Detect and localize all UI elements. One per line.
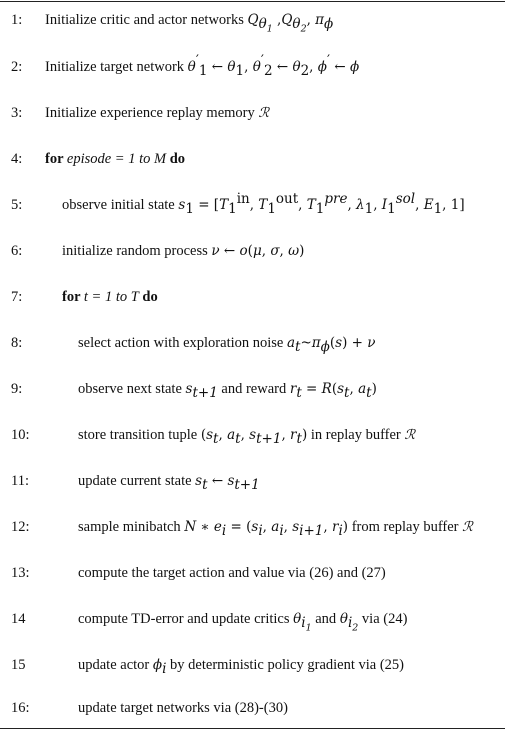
line-number: 9: (11, 381, 23, 397)
line-number: 7: (11, 289, 23, 305)
line-number: 3: (11, 105, 23, 121)
line-text: sample minibatch N ∗ $e_i = (s_i$, $a_i$, $s_{i+1}$, $r_i$) from replay buffer ℛ (78, 519, 473, 539)
line-text: update current state $s_t$ ← $s_{t+1}$ (78, 473, 260, 493)
line-number: 2: (11, 59, 23, 75)
algorithm-line (0, 285, 505, 309)
line-number: 16: (11, 700, 30, 716)
line-number: 1: (11, 12, 23, 28)
algorithm-line (0, 696, 505, 720)
algorithm-line (0, 515, 505, 539)
algorithm-line (0, 101, 505, 125)
algorithm-line (0, 55, 505, 79)
algorithm-line (0, 8, 505, 35)
line-text: Initialize target network $\theta'_1$ ← $\theta_1$, $\theta'_2$ ← $\theta_2$, ϕ′ ← ϕ (45, 53, 360, 79)
algorithm-line (0, 331, 505, 355)
algorithm-line (0, 561, 505, 585)
line-number: 15 (11, 657, 26, 673)
line-text: select action with exploration noise $a_t\sim\pi_\phi(s) + \nu$ (78, 335, 376, 355)
line-text: Initialize experience replay memory ℛ (45, 105, 270, 121)
line-text: for t = 1 to T do (62, 289, 158, 305)
line-number: 6: (11, 243, 23, 259)
line-text: observe next state $s_{t+1}$ and reward $r_t = R(s_t$, $a_t$) (78, 381, 377, 401)
line-text: update actor $\phi_i$ by deterministic policy gradient via (25) (78, 657, 404, 677)
line-text: Initialize critic and actor networks $Q_{\theta_1}$ $,Q_{\theta_2}$, $\pi_\phi$ (45, 12, 334, 35)
line-number: 12: (11, 519, 30, 535)
line-text: for episode = 1 to M do (45, 151, 186, 167)
line-number: 13: (11, 565, 30, 581)
line-number: 4: (11, 151, 23, 167)
algorithm-line (0, 607, 505, 634)
line-number: 14 (11, 611, 26, 627)
algorithm-line (0, 423, 505, 447)
algorithm-line (0, 653, 505, 677)
line-text: update target networks via (28)-(30) (78, 700, 288, 716)
line-number: 8: (11, 335, 23, 351)
algorithm-line (0, 377, 505, 401)
algorithm-line (0, 239, 505, 263)
line-number: 5: (11, 197, 23, 213)
algorithm-line (0, 469, 505, 493)
line-text: store transition tuple ($s_t$, $a_t$, $s_{t+1}$, $r_t$) in replay buffer ℛ (78, 427, 416, 447)
line-text: initialize random process ν ← o(μ, σ, ω) (62, 243, 305, 259)
algorithm-line (0, 147, 505, 171)
algorithm-line (0, 193, 505, 217)
line-text: compute TD-error and update critics $\theta_{i_1}$ and $\theta_{i_2}$ via (24) (78, 611, 408, 634)
line-number: 11: (11, 473, 29, 489)
line-number: 10: (11, 427, 30, 443)
line-text: compute the target action and value via (26) and (27) (78, 565, 386, 581)
line-text: observe initial state $s_1 = [T_1^{in}$, $T_1^{out}$, $T_1^{pre}$, $\lambda_1$, $I_1^{sol}$, $E_1$, 1] (62, 191, 465, 217)
